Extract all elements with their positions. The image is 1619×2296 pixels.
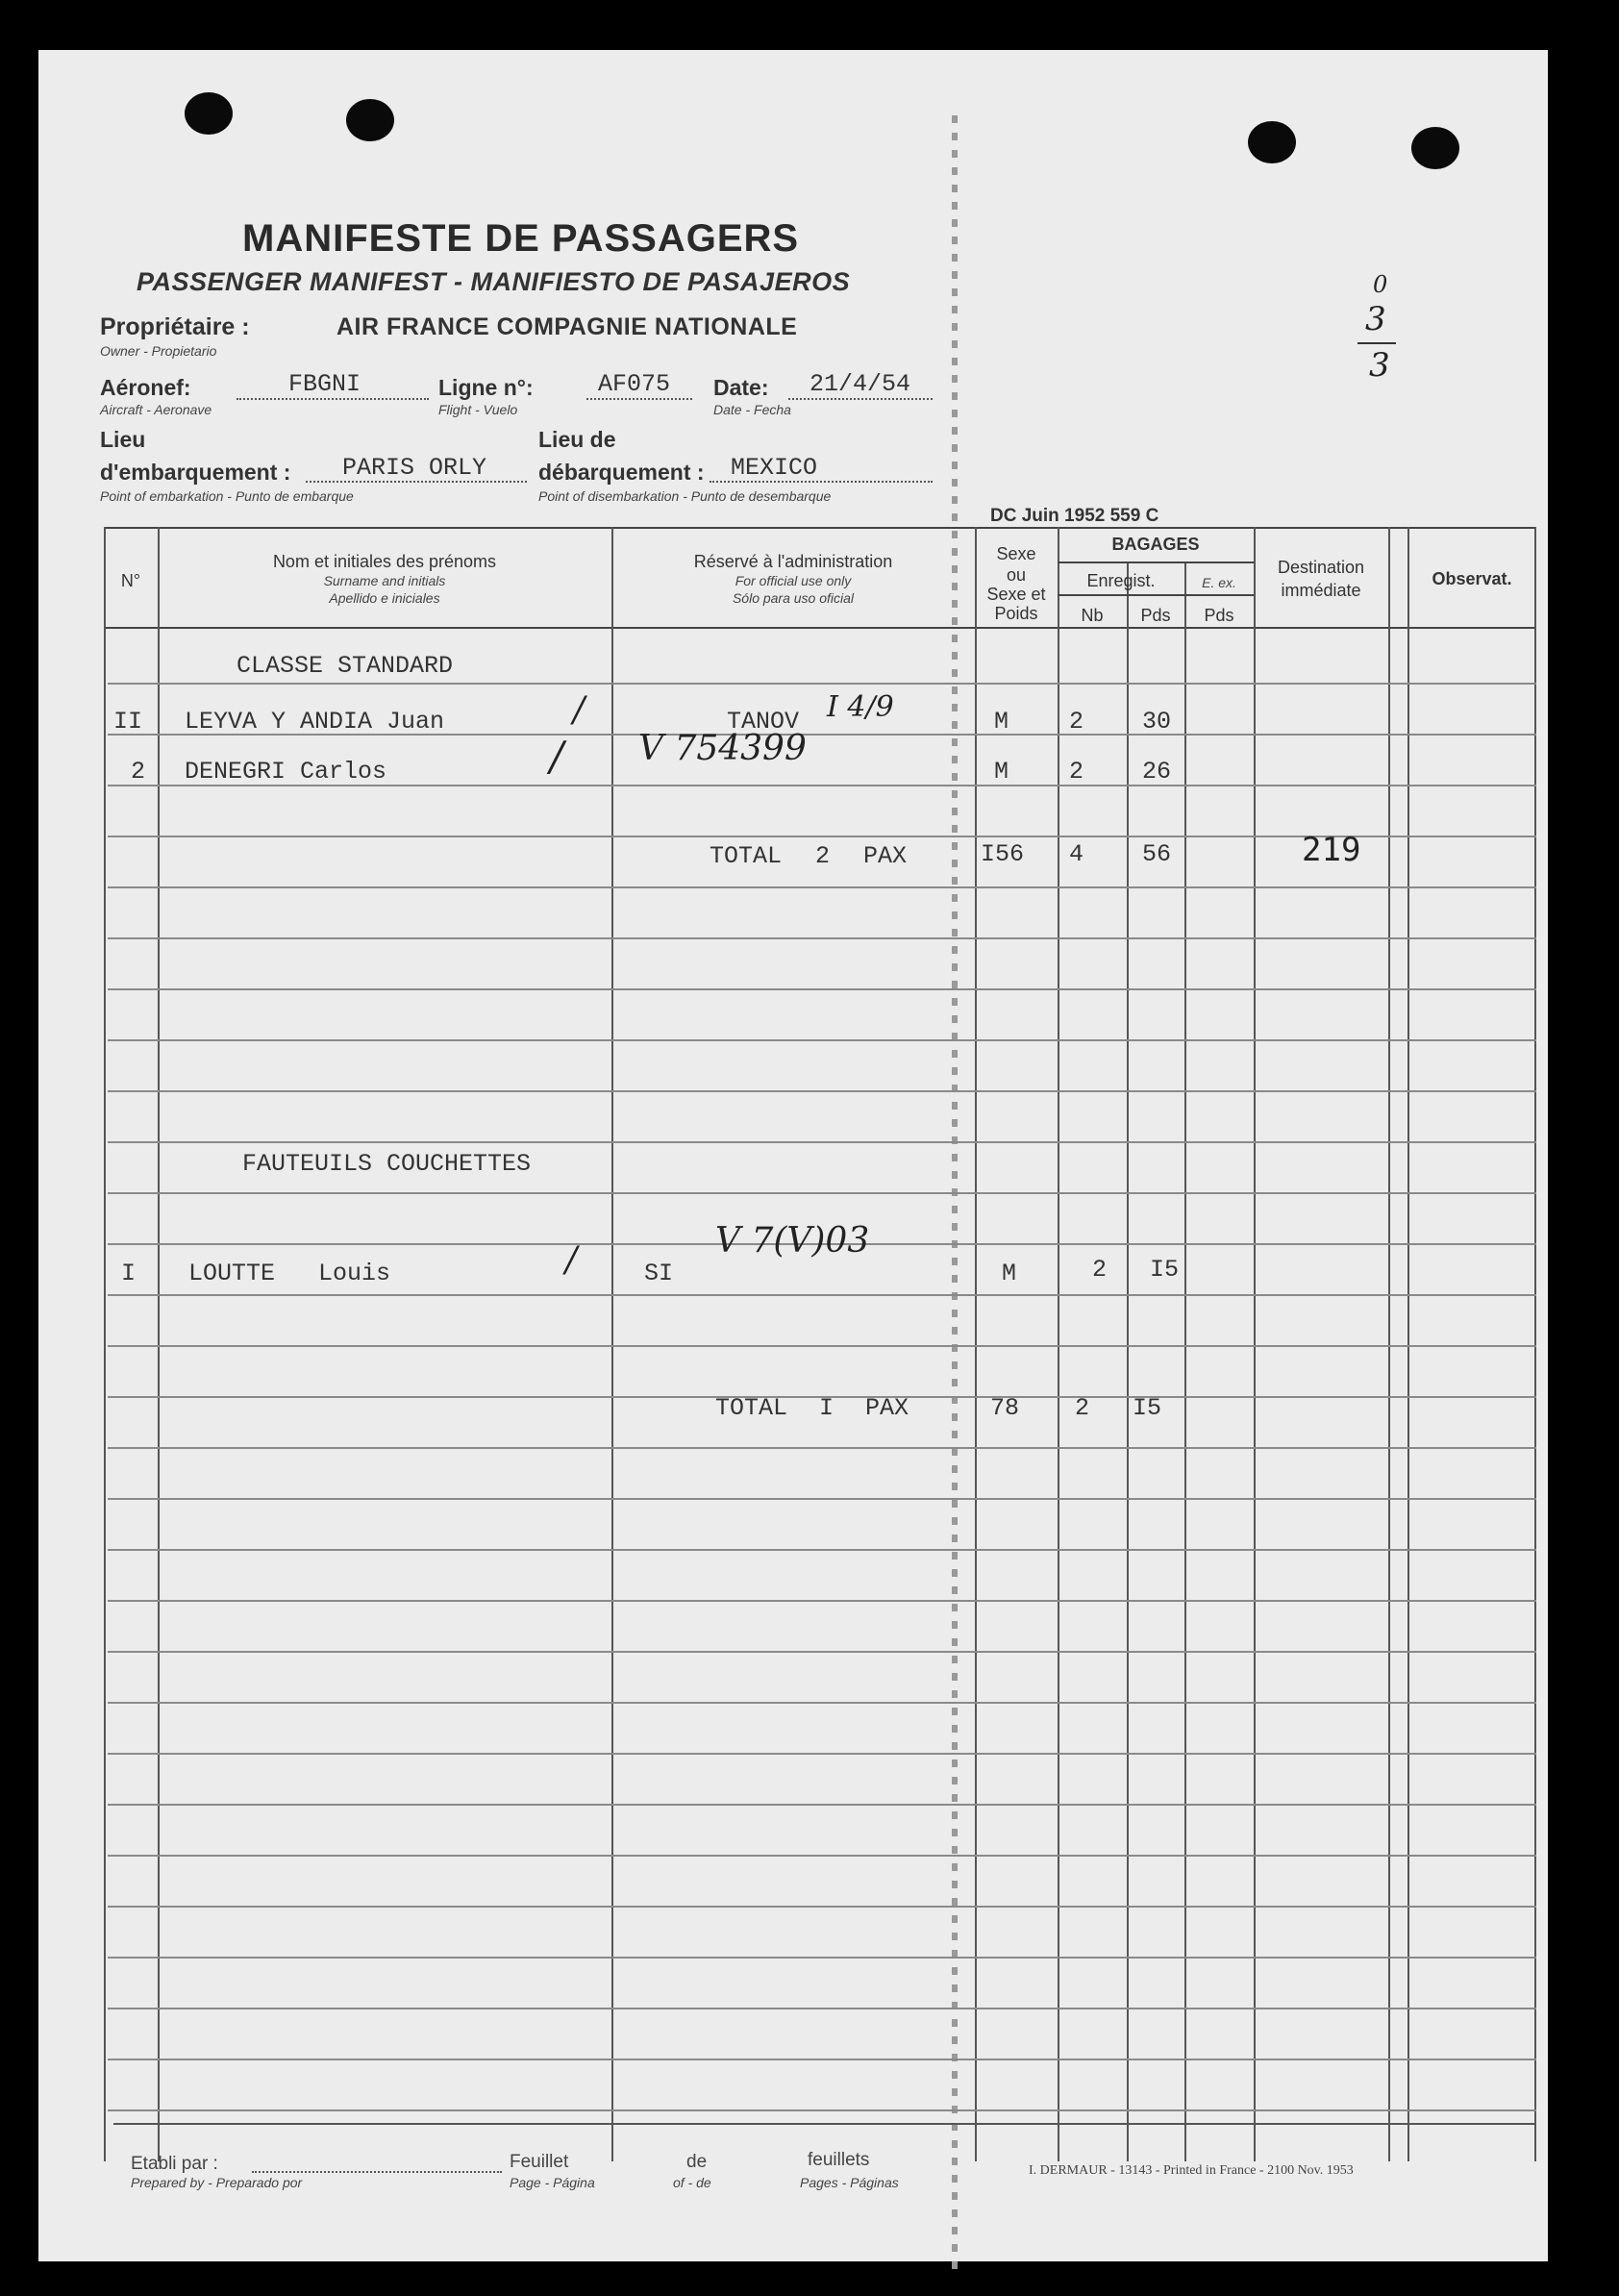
- col-admin-header: Réservé à l'administration: [693, 552, 893, 571]
- manifest-title: MANIFESTE DE PASSAGERS: [242, 217, 800, 260]
- destination-value: 219: [1302, 831, 1361, 869]
- check-mark: /: [573, 690, 585, 730]
- manifest-subtitle: PASSENGER MANIFEST - MANIFIESTO DE PASAJEROS: [137, 267, 851, 296]
- sheets-sublabel: Pages - Páginas: [800, 2175, 899, 2190]
- row-ruling: [108, 937, 1536, 939]
- date-sublabel: Date - Fecha: [713, 402, 791, 417]
- row-ruling: [108, 1549, 1536, 1551]
- col-nb-header: Nb: [1081, 606, 1104, 625]
- date-label: Date:: [713, 375, 769, 400]
- sheets-label: feuillets: [808, 2150, 870, 2170]
- row-ruling: [108, 2109, 1536, 2111]
- col-bagages-header: BAGAGES: [1111, 535, 1200, 554]
- page-mark-top: 0: [1373, 271, 1388, 298]
- punch-hole: [346, 99, 394, 141]
- printer-imprint: I. DERMAUR - 13143 - Printed in France - 2100 Nov. 1953: [1029, 2163, 1354, 2178]
- col-sex-header-1: Sexe: [996, 544, 1036, 563]
- baggage-weight: I5: [1150, 1256, 1180, 1284]
- passenger-sex: M: [1002, 1260, 1017, 1287]
- row-ruling: [108, 1957, 1536, 1959]
- row-ruling: [108, 2008, 1536, 2009]
- passenger-name: LOUTTE Louis: [188, 1260, 391, 1287]
- embark-label-2: d'embarquement :: [100, 460, 291, 485]
- admin-handwriting: V 7(V)03: [715, 1221, 870, 1260]
- row-ruling: [108, 1651, 1536, 1653]
- col-observations-header: Observat.: [1432, 569, 1512, 588]
- row-ruling: [108, 1906, 1536, 1908]
- section-heading-couchettes: FAUTEUILS COUCHETTES: [242, 1150, 532, 1178]
- col-enregist-header: Enregist.: [1086, 571, 1156, 590]
- row-ruling: [108, 1600, 1536, 1602]
- col-no-header: N°: [120, 571, 141, 590]
- passenger-name: LEYVA Y ANDIA Juan: [185, 708, 445, 736]
- baggage-count: 2: [1069, 708, 1084, 736]
- admin-handwriting: I 4/9: [827, 690, 894, 724]
- row-ruling: [108, 1855, 1536, 1857]
- total-baggage-count: 2: [1075, 1394, 1090, 1422]
- prepared-by-label: Etabli par :: [131, 2154, 218, 2174]
- baggage-count: 2: [1069, 758, 1084, 786]
- date-value: 21/4/54: [810, 370, 911, 398]
- owner-label: Propriétaire :: [100, 313, 250, 340]
- disembark-sublabel: Point of disembarkation - Punto de desembarque: [538, 488, 832, 504]
- prepared-by-sublabel: Prepared by - Preparado por: [131, 2175, 303, 2190]
- row-no: II: [113, 708, 143, 736]
- col-sex-header-4: Poids: [994, 604, 1038, 623]
- disembark-label-1: Lieu de: [538, 427, 616, 452]
- baggage-count: 2: [1092, 1256, 1108, 1284]
- punch-hole: [185, 92, 233, 135]
- disembark-label-2: débarquement :: [538, 460, 705, 485]
- row-ruling: [108, 2059, 1536, 2060]
- embark-sublabel: Point of embarkation - Punto de embarque: [100, 488, 354, 504]
- row-ruling: [108, 1294, 1536, 1296]
- admin-code: SI: [644, 1260, 674, 1287]
- row-ruling: [108, 1141, 1536, 1143]
- page-mark-denominator: 3: [1369, 346, 1390, 385]
- aircraft-sublabel: Aircraft - Aeronave: [100, 402, 212, 417]
- row-ruling: [108, 683, 1536, 685]
- disembark-value: MEXICO: [731, 454, 818, 482]
- punch-hole: [1248, 121, 1296, 163]
- row-ruling: [108, 988, 1536, 990]
- page-mark-numerator: 3: [1365, 300, 1386, 338]
- total-label: TOTAL I PAX: [715, 1394, 909, 1422]
- row-ruling: [108, 1039, 1536, 1041]
- flight-sublabel: Flight - Vuelo: [438, 402, 518, 417]
- check-mark: /: [565, 1240, 578, 1280]
- embark-value: PARIS ORLY: [342, 454, 487, 482]
- form-code: DC Juin 1952 559 C: [990, 506, 1159, 526]
- total-label: TOTAL 2 PAX: [710, 842, 908, 870]
- baggage-weight: 30: [1142, 708, 1172, 736]
- embark-label-1: Lieu: [100, 427, 146, 452]
- row-no: 2: [131, 758, 146, 786]
- total-baggage-count: 4: [1069, 840, 1084, 868]
- owner-sublabel: Owner - Propietario: [100, 343, 217, 359]
- col-destination-header-1: Destination: [1277, 558, 1365, 577]
- of-sublabel: of - de: [673, 2175, 711, 2190]
- col-admin-header-en: For official use only: [735, 573, 852, 588]
- punch-hole: [1411, 127, 1459, 169]
- passenger-sex: M: [994, 708, 1009, 736]
- sheet-label: Feuillet: [510, 2152, 569, 2172]
- total-weight: 78: [990, 1394, 1020, 1422]
- col-destination-header-2: immédiate: [1281, 581, 1361, 600]
- of-label: de: [686, 2152, 708, 2172]
- col-sex-header-2: ou: [1006, 565, 1027, 585]
- admin-handwriting: V 754399: [638, 729, 807, 768]
- passenger-sex: M: [994, 758, 1009, 786]
- admin-code: TANOV: [727, 708, 800, 736]
- flight-value: AF075: [598, 370, 671, 398]
- total-baggage-weight: I5: [1133, 1394, 1162, 1422]
- check-mark: /: [550, 733, 564, 780]
- sheet-sublabel: Page - Página: [510, 2175, 595, 2190]
- col-pds-header: Pds: [1140, 606, 1171, 625]
- row-ruling: [108, 1804, 1536, 1806]
- row-ruling: [108, 1192, 1536, 1194]
- row-ruling: [108, 1447, 1536, 1449]
- col-name-header-en: Surname and initials: [323, 573, 446, 588]
- baggage-weight: 26: [1142, 758, 1172, 786]
- total-weight: I56: [981, 840, 1025, 868]
- passenger-name: DENEGRI Carlos: [185, 758, 387, 786]
- aircraft-value: FBGNI: [288, 370, 361, 398]
- col-excess-pds-header: Pds: [1204, 606, 1234, 625]
- col-name-header: Nom et initiales des prénoms: [272, 552, 497, 571]
- page-mark-bar: [1357, 342, 1396, 344]
- flight-label: Ligne n°:: [438, 375, 534, 400]
- footer-rule: [113, 2123, 1536, 2125]
- total-baggage-weight: 56: [1142, 840, 1172, 868]
- col-excess-header: E. ex.: [1202, 575, 1236, 590]
- col-sex-header-3: Sexe et: [986, 585, 1046, 604]
- row-ruling: [108, 1345, 1536, 1347]
- row-ruling: [108, 886, 1536, 888]
- section-heading-standard: CLASSE STANDARD: [237, 652, 454, 680]
- row-ruling: [108, 1753, 1536, 1755]
- row-ruling: [108, 1498, 1536, 1500]
- aircraft-label: Aéronef:: [100, 375, 191, 400]
- col-admin-header-es: Sólo para uso oficial: [732, 590, 855, 606]
- row-ruling: [108, 1702, 1536, 1704]
- owner-value: AIR FRANCE COMPAGNIE NATIONALE: [336, 313, 798, 340]
- col-name-header-es: Apellido e iniciales: [329, 590, 440, 606]
- row-ruling: [108, 1090, 1536, 1092]
- row-no: I: [121, 1260, 137, 1287]
